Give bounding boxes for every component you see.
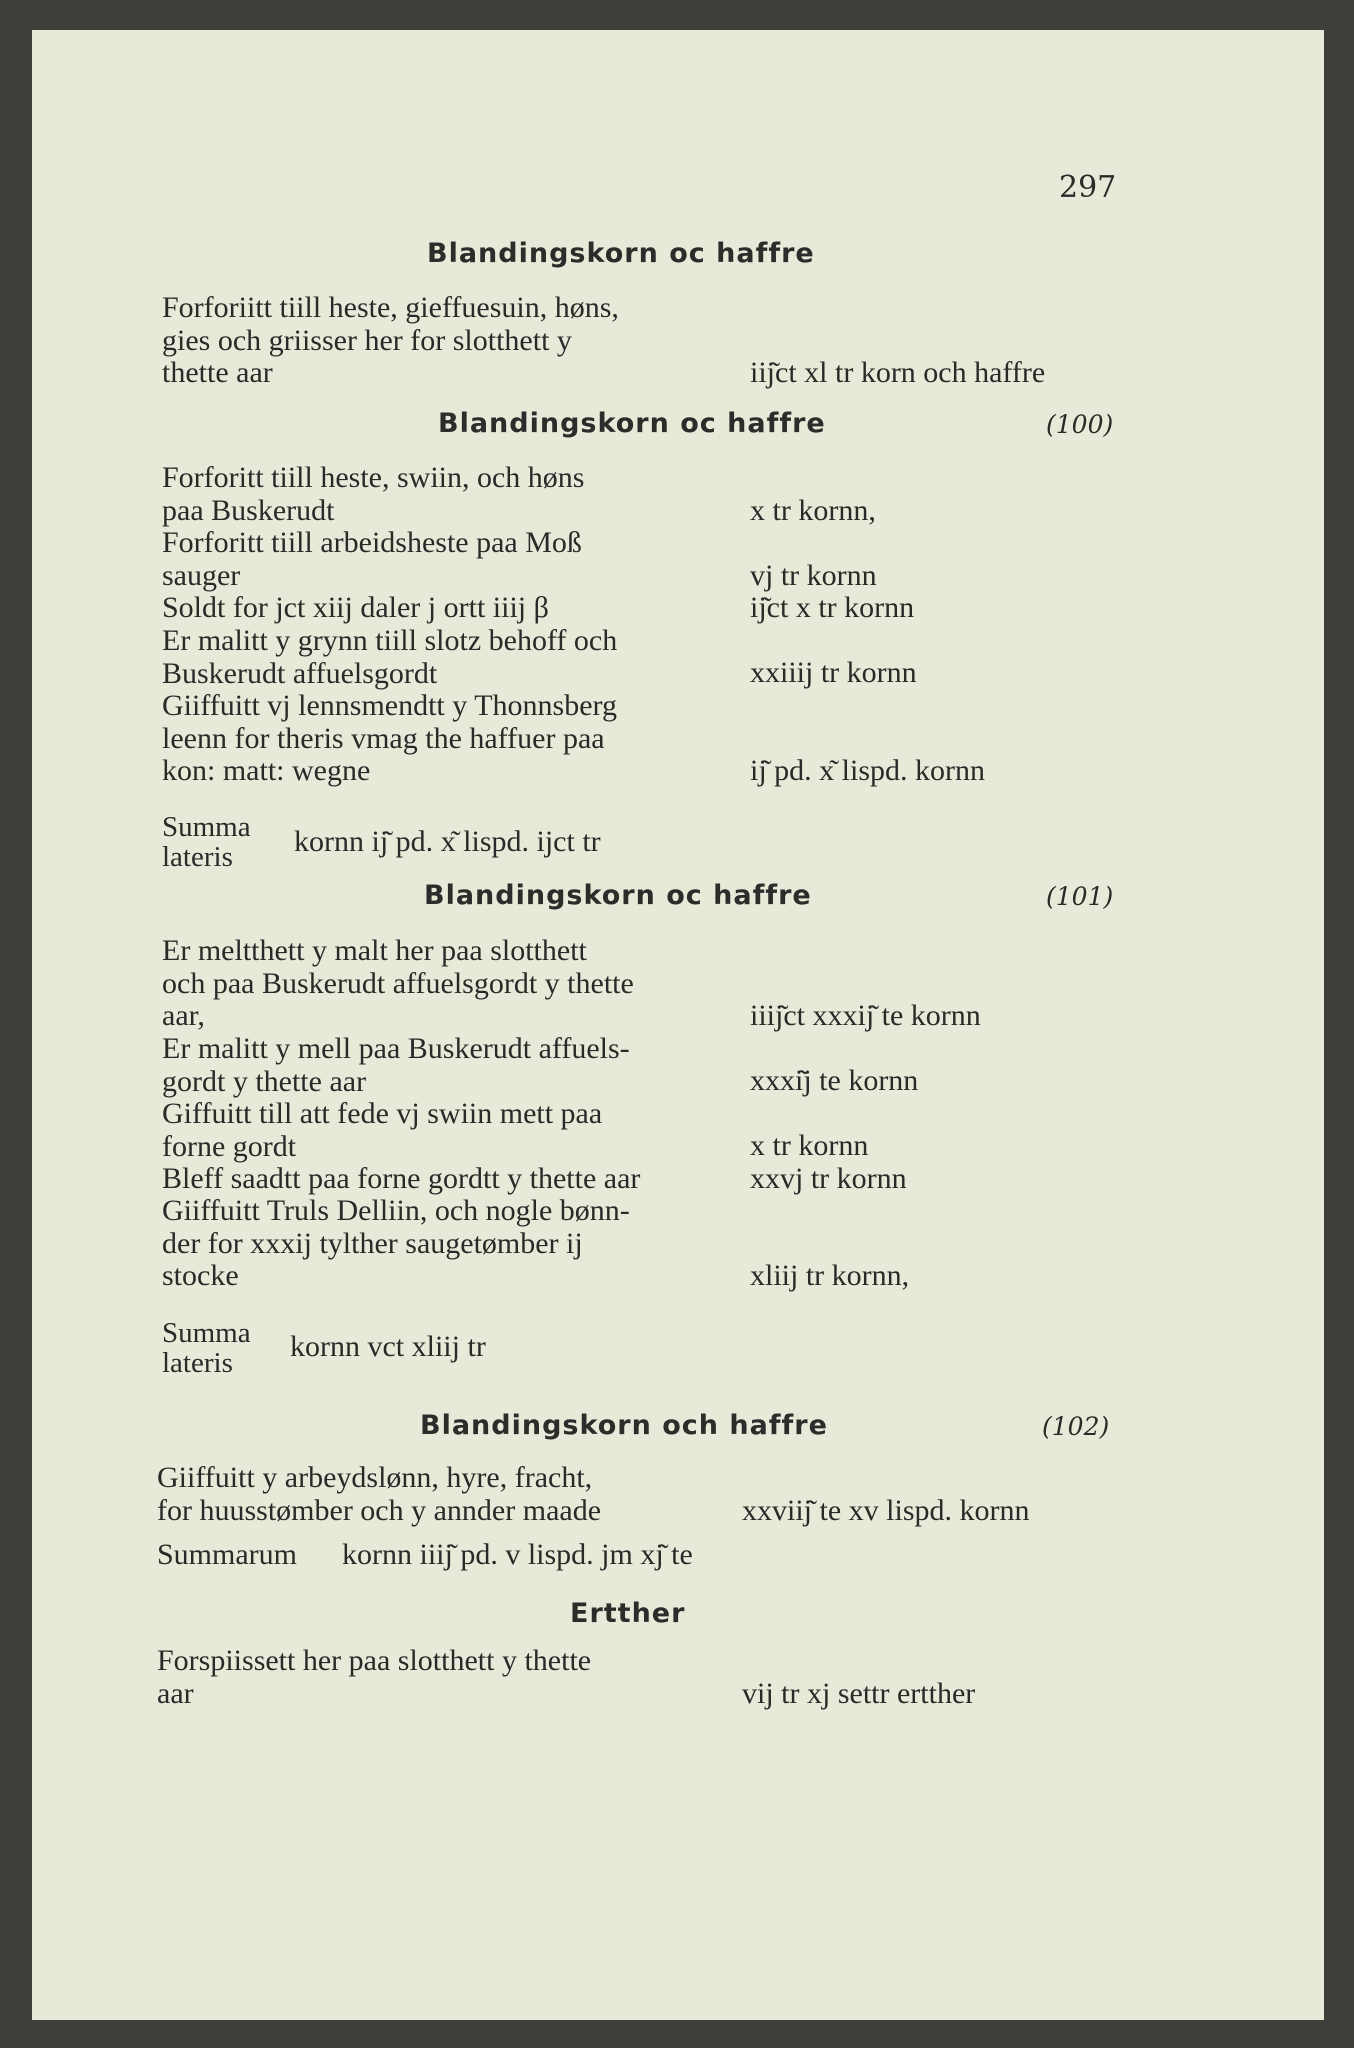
entry-amount: vj tr kornn [750,559,877,592]
entry-text: Forspiissett her paa slotthett y thette aar [157,1644,592,1710]
entry-text: Er malitt y mell paa Buskerudt affuels- gordt y thette aar [162,1032,630,1098]
page-reference: (102) [1042,1412,1110,1441]
entry-amount: iiij͂ct xxxij͂ te kornn [750,999,981,1032]
page-reference: (101) [1046,882,1114,911]
section-heading: Blandingskorn och haffre [420,1410,828,1441]
section-heading: Ertther [570,1598,686,1629]
entry-text: Forforitt tiill arbeidsheste paa Moß sauger [162,526,582,592]
entry-text: Giiffuitt Truls Delliin, och nogle bønn- der for xxxij tylther saugetømber ij stocke [162,1194,630,1292]
entry-amount: iij͂ct xl tr korn och haffre [750,356,1046,389]
entry-text: Forforiitt tiill heste, gieffuesuin, høns, gies och griisser her for slotthett y thette aar [162,291,619,389]
page-number: 297 [1059,170,1117,205]
entry-text: Soldt for jct xiij daler j ortt iiij β [162,591,549,624]
summa-value: kornn ij͂ pd. x͂ lispd. ijct tr [294,825,601,858]
entry-text: Bleff saadtt paa forne gordtt y thette aar [162,1162,641,1195]
entry-amount: x tr kornn [750,1129,869,1162]
entry-text: Giiffuitt vj lennsmendtt y Thonnsberg leenn for theris vmag the haffuer paa kon: matt: wegne [162,689,617,787]
entry-text: Forforitt tiill heste, swiin, och høns paa Buskerudt [162,461,585,527]
summa-label: Summa lateris [162,811,251,873]
entry-text: Giiffuitt y arbeydslønn, hyre, fracht, for huusstømber och y annder maade [157,1461,602,1527]
entry-text: Giffuitt till att fede vj swiin mett paa forne gordt [162,1097,603,1163]
page-reference: (100) [1046,410,1114,439]
entry-text: Er meltthett y malt her paa slotthett och paa Buskerudt affuelsgordt y thette aar, [162,934,634,1032]
entry-amount: xxvj tr kornn [750,1162,907,1195]
entry-amount: x tr kornn, [750,494,876,527]
summa-label: Summa lateris [162,1317,251,1379]
summarum-value: kornn iiij͂ pd. v lispd. jm xj͂ te [342,1538,693,1571]
section-heading: Blandingskorn oc haffre [424,880,812,911]
entry-amount: ij͂ct x tr kornn [750,591,915,624]
document-page [32,30,1324,2020]
section-heading: Blandingskorn oc haffre [438,408,826,439]
summarum-label: Summarum [157,1538,297,1571]
section-heading: Blandingskorn oc haffre [427,238,815,269]
entry-amount: xxviij͂ te xv lispd. kornn [742,1494,1030,1527]
summa-value: kornn vct xliij tr [290,1330,486,1363]
entry-amount: vij tr xj settr ertther [742,1677,976,1710]
entry-amount: xliij tr kornn, [750,1259,910,1292]
entry-amount: ij͂ pd. x͂ lispd. kornn [750,754,986,787]
entry-amount: xxiiij tr kornn [750,656,917,689]
entry-text: Er malitt y grynn tiill slotz behoff och Buskerudt affuelsgordt [162,624,618,690]
entry-amount: xxxi͂j te kornn [750,1064,919,1097]
